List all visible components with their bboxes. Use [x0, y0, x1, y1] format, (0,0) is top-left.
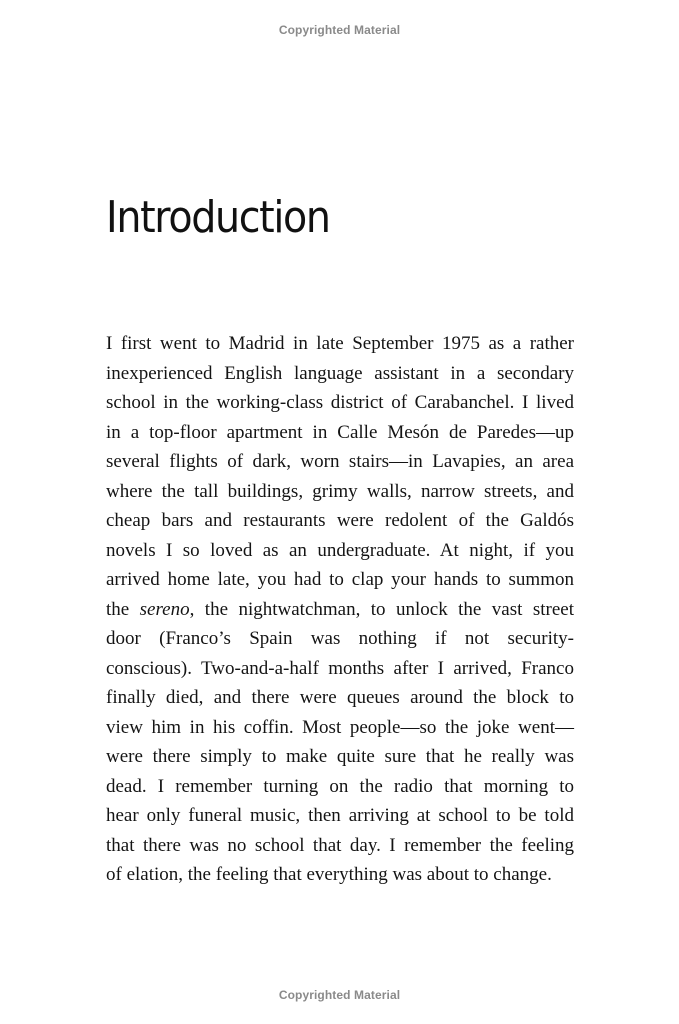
paragraph-line: hear only funeral music, then arriving at school to be told — [106, 805, 574, 826]
body-paragraph — [106, 329, 574, 890]
line-text-after: , the nightwatchman, to unlock the vast street — [189, 598, 574, 620]
paragraph-line: school in the working-class district of Carabanchel. I lived — [106, 392, 574, 413]
copyright-watermark-top: Copyrighted Material — [278, 23, 401, 37]
paragraph-line: inexperienced English language assistant in a secondary — [106, 362, 574, 384]
paragraph-line: in a top-floor apartment in Calle Mesón de Paredes—up — [106, 421, 574, 443]
paragraph-line: view him in his coffin. Most people—so the joke went— — [106, 716, 574, 738]
paragraph-line: dead. I remember turning on the radio that morning to — [106, 775, 574, 797]
paragraph-line: where the tall buildings, grimy walls, narrow streets, and — [106, 480, 574, 502]
paragraph-line: arrived home late, you had to clap your hands to summon — [106, 569, 574, 590]
chapter-title: Introduction — [106, 192, 330, 243]
paragraph-line: that there was no school that day. I remember the feeling — [106, 834, 574, 856]
paragraph-line: of elation, the feeling that everything was about to change. — [106, 864, 552, 885]
paragraph-line: several flights of dark, worn stairs—in Lavapies, an area — [106, 451, 574, 472]
italic-term: sereno — [139, 598, 190, 620]
paragraph-line: were there simply to make quite sure that he really was — [106, 746, 574, 767]
paragraph-line: finally died, and there were queues around the block to — [106, 687, 574, 708]
paragraph-line: door (Franco’s Spain was nothing if not security- — [106, 628, 574, 649]
paragraph-line: novels I so loved as an undergraduate. At night, if you — [106, 539, 574, 561]
copyright-watermark-bottom: Copyrighted Material — [278, 988, 401, 1002]
paragraph-line — [106, 595, 574, 625]
line-text-before: the — [106, 598, 140, 620]
paragraph-line: cheap bars and restaurants were redolent of the Galdós — [106, 510, 574, 531]
paragraph-line: conscious). Two-and-a-half months after I arrived, Franco — [106, 657, 574, 679]
paragraph-line: I first went to Madrid in late September 1975 as a rather — [106, 333, 574, 354]
